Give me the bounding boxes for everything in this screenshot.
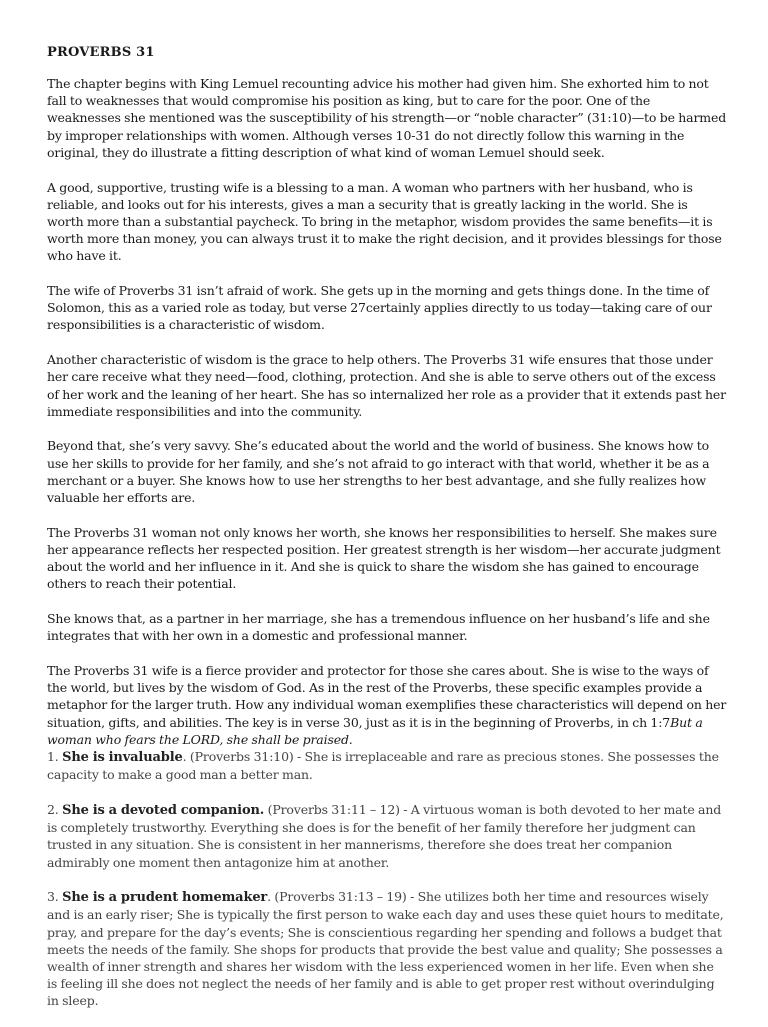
paragraph-2: A good, supportive, trusting wife is a blessing to a man. A woman who partners with her husband, who is reliable, and looks out for his interests, gives a man a security that is greatly lacking in the world. She is worth more than a substantial paycheck. To bring in the metaphor, wisdom provides the same benefits—it is worth more than money, you can always trust it to make the right decision, and it provides blessings for those who have it. xyxy=(47,179,722,264)
item-body: . (Proverbs 31:10) - She is irreplaceable and rare as precious stones. She possesses the capacity to make a good man a better man. xyxy=(47,749,719,783)
item-heading: She is a prudent homemaker xyxy=(62,890,268,906)
paragraph-5: Beyond that, she’s very savvy. She’s educated about the world and the world of business. She knows how to use her skills to provide for her family, and she’s not afraid to go interact with that world, whether it be as a merchant or a buyer. She knows how to use her strengths to her best advantage, and she fully realizes how valuable her efforts are. xyxy=(47,438,710,506)
item-number: 1. xyxy=(47,749,59,764)
closing-text: The Proverbs 31 wife is a fierce provider and protector for those she cares about. She is wise to the ways of the world, but lives by the wisdom of God. As in the rest of the Proverbs, these specific examples provide a metaphor for the larger truth. How any individual woman exemplifies these characteristics will depend on her situation, gifts, and abilities. The key is in verse 30, just as it is in the beginning of Proverbs, in ch 1:7 xyxy=(47,662,727,730)
item-number: 2. xyxy=(47,801,59,817)
item-heading: She is a devoted companion. xyxy=(62,802,265,818)
list-item xyxy=(47,748,727,783)
paragraph-4: Another characteristic of wisdom is the grace to help others. The Proverbs 31 wife ensures that those under her care receive what they need—food, clothing, protection. And she is able to serve others out of the excess of her work and the leaning of her heart. She has so internalized her role as a provider that it extends past her immediate responsibilities and into the community. xyxy=(47,352,726,419)
closing-paragraph xyxy=(47,662,727,748)
item-body: (Proverbs 31:11 – 12) - A virtuous woman is both devoted to her mate and is completely trustworthy. Everything she does is for the benefit of her family therefore her judgment can trusted in any situation. She is consistent in her mannerisms, therefore she does treat her companion admirably one moment then antagonize him at another. xyxy=(47,801,722,870)
item-heading: She is invaluable xyxy=(62,750,183,765)
list-item xyxy=(47,888,727,1009)
document-title: PROVERBS 31 xyxy=(47,45,155,60)
item-number: 3. xyxy=(47,889,59,905)
paragraph-1: The chapter begins with King Lemuel recounting advice his mother had given him. She exhorted him to not fall to weaknesses that would compromise his position as king, but to care for the poor. One of the weaknesses she mentioned was the susceptibility of his strength—or “noble character” (31:10)—to be harmed by improper relationships with women. Although verses 10-31 do not directly follow this warning in the original, they do illustrate a fitting description of what kind of woman Lemuel should seek. xyxy=(47,76,727,160)
closing-italic-quote: But a woman who fears the LORD, she shall be praised. xyxy=(47,714,703,747)
item-body: . (Proverbs 31:13 – 19) - She utilizes both her time and resources wisely and is an early riser; She is typically the first person to wake each day and uses these quiet hours to meditate, pray, and prepare for the day’s events; She is conscientious regarding her spending and follows a budget that meets the needs of the family. She shops for products that provide the best value and quality; She possesses a wealth of inner strength and shares her wisdom with the less experienced women in her life. Even when she is feeling ill she does not neglect the needs of her family and is able to get proper rest without overindulging in sleep. xyxy=(47,889,724,1009)
paragraph-3: The wife of Proverbs 31 isn’t afraid of work. She gets up in the morning and gets things done. In the time of Solomon, this as a varied role as today, but verse 27certainly applies directly to us today—taking care of our responsibilities is a characteristic of wisdom. xyxy=(47,283,712,333)
paragraph-6: The Proverbs 31 woman not only knows her worth, she knows her responsibilities to herself. She makes sure her appearance reflects her respected position. Her greatest strength is her wisdom—her accurate judgment about the world and her influence in it. And she is quick to share the wisdom she has gained to encourage others to reach their potential. xyxy=(47,524,721,592)
document-page xyxy=(47,34,727,1027)
list-item xyxy=(47,801,727,871)
paragraph-7: She knows that, as a partner in her marriage, she has a tremendous influence on her husband’s life and she integrates that with her own in a domestic and professional manner. xyxy=(47,611,710,644)
